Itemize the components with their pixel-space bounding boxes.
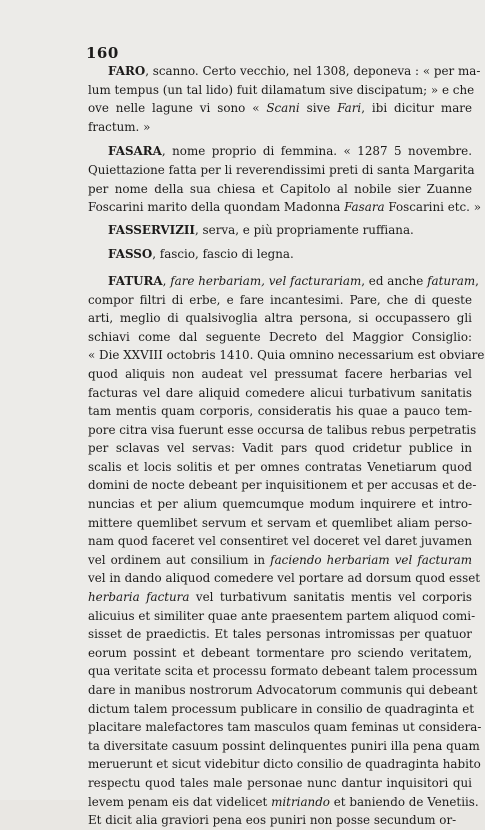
text-line [88,588,472,607]
text-line [88,328,472,347]
text-line [88,421,477,440]
text-line [88,681,478,700]
text-run: qua veritate scita et processu formato debeant talem processum [88,664,478,679]
italic-phrase: Fari [337,101,362,116]
text-run: et baniendo de Venetiis. [329,794,479,809]
text-run: « Die XXVIII octobris 1410. Quia omnino necessarium est obviare [88,348,485,363]
text-run: pore citra visa fuerunt esse occursa de talibus rebus perpetratis [88,422,477,437]
text-run: respectu quod tales male personae nunc dantur inquisitori qui [88,775,472,790]
text-run: dictum talem processum publicare in consilio de quadraginta et [88,701,475,716]
italic-phrase: Fasara [344,200,385,215]
text-line [88,439,472,458]
text-line [88,793,479,812]
text-line [88,221,472,240]
dictionary-entry [88,221,472,240]
headword: FASSERVIZII [108,222,195,237]
text-run: meruerunt et sicut videbitur dicto consilio de quadraginta habito [88,757,481,772]
italic-phrase: mitriando [271,794,330,809]
text-line [88,180,472,199]
text-line [88,62,481,81]
text-run: quod aliquis non audeat vel pressumat facere herbarias vel [88,366,472,381]
text-line [88,142,472,161]
text-line [88,402,472,421]
text-line [88,495,472,514]
text-line [88,346,485,365]
text-line [88,625,472,644]
dictionary-text [88,62,485,830]
text-run: per sclavas vel servas: Vadit pars quod cridetur publice in [88,441,472,456]
text-line [88,774,472,793]
text-run: arti, meglio di qualsivoglia altra persona, si occupassero gli [88,311,472,326]
text-run: domini de nocte debeant per inquisitionem et per accusas et de- [88,478,477,493]
italic-phrase: Scani [266,101,300,116]
text-run: sive [299,101,338,116]
text-line [88,81,475,100]
text-line [88,569,481,588]
text-run: vel in dando aliquod comedere vel portare ad dorsum quod esset [88,571,481,586]
text-line [88,198,482,217]
text-run: ta diversitate casuum possint delinquentes puniri illa pena quam [88,738,480,753]
text-line [88,245,472,264]
text-run: levem penam eis dat videlicet [88,794,272,809]
text-run: , [475,273,479,288]
text-line [88,458,472,477]
text-line [88,700,475,719]
text-run: Et dicit alia graviori pena eos puniri non posse secundum or- [88,813,457,828]
text-line [88,551,472,570]
text-run: schiavi come dal seguente Decreto del Maggior Consiglio: [88,329,472,344]
text-line [88,532,472,551]
text-line [88,272,479,291]
text-run: , ibi dicitur mare [361,101,473,116]
text-line [88,755,481,774]
text-line [88,811,472,830]
text-run: fractum. » [88,119,151,134]
dictionary-entry [88,272,485,830]
text-run: Foscarini marito della quondam Madonna [88,200,345,215]
page-number: 160 [86,44,119,62]
text-run: nuncias et per alium quemcumque modum inquirere et intro- [88,497,472,512]
text-run: alicuius et similiter quae ante praesentem partem aliquod comi- [88,608,476,623]
dictionary-entry [88,245,472,264]
text-line [88,607,476,626]
text-line [88,309,472,328]
text-line [88,514,472,533]
text-run: , serva, e più propriamente ruffiana. [195,222,414,237]
text-run: nam quod faceret vel consentiret vel doceret vel daret juvamen [88,534,472,549]
text-run: dare in manibus nostrorum Advocatorum communis qui debeant [88,683,478,697]
headword: FASARA [108,144,162,159]
text-line [88,737,480,756]
text-run: sisset de praedictis. Et tales personas intromissas per quatuor [88,627,472,642]
text-run: , nome proprio di femmina. « 1287 5 novembre. [161,144,472,159]
text-run: Foscarini etc. » [384,200,482,215]
text-run: facturas vel dare aliquid comedere alicui turbativum sanitatis [88,385,472,400]
text-run: Quiettazione fatta per li reverendissimi preti di santa Margarita [88,162,475,177]
text-line [88,644,472,663]
text-run: compor filtri di erbe, e fare incantesimi. Pare, che di queste [88,292,472,307]
text-line [88,476,477,495]
text-run: , scanno. Certo vecchio, nel 1308, deponeva : « per ma- [145,64,481,78]
text-run: , ed anche [361,273,428,288]
text-run: vel turbativum sanitatis mentis vel corporis [189,590,472,605]
text-line [88,365,472,384]
text-run: per nome della sua chiesa et Capitolo al nobile sier Zuanne [88,181,472,196]
text-line [88,718,482,737]
text-line [88,161,475,180]
text-run: tam mentis quam corporis, consideratis his quae a pauco tem- [88,404,472,419]
headword: FATURA [108,273,163,288]
dictionary-entry [88,142,482,216]
italic-phrase: faciendo herbariam vel facturam [270,552,472,567]
text-run: ove nelle lagune vi sono « [88,101,267,116]
headword: FARO [108,64,146,78]
text-run: mittere quemlibet servum et servam et quemlibet aliam perso- [88,515,472,530]
text-line [88,384,472,403]
text-run: vel ordinem aut consilium in [88,552,271,567]
headword: FASSO [108,247,153,262]
text-line [88,662,478,681]
text-run: , [162,273,171,288]
text-line [88,291,472,310]
italic-phrase: fare herbariam, vel facturariam [170,273,362,288]
text-run: eorum possint et debeant tormentare pro sciendo veritatem, [88,645,472,660]
italic-phrase: herbaria factura [88,590,190,605]
text-line [88,99,472,118]
italic-phrase: faturam [427,273,476,288]
text-run: lum tempus (un tal lido) fuit dilamatum sive discipatum; » e che [88,82,475,97]
text-run: placitare malefactores tam masculos quam feminas ut considera- [88,720,482,735]
text-run: , fascio, fascio di legna. [152,247,294,262]
text-run: scalis et locis solitis et per omnes contratas Venetiarum quod [88,459,472,474]
dictionary-entry [88,62,481,136]
text-line [88,118,472,137]
